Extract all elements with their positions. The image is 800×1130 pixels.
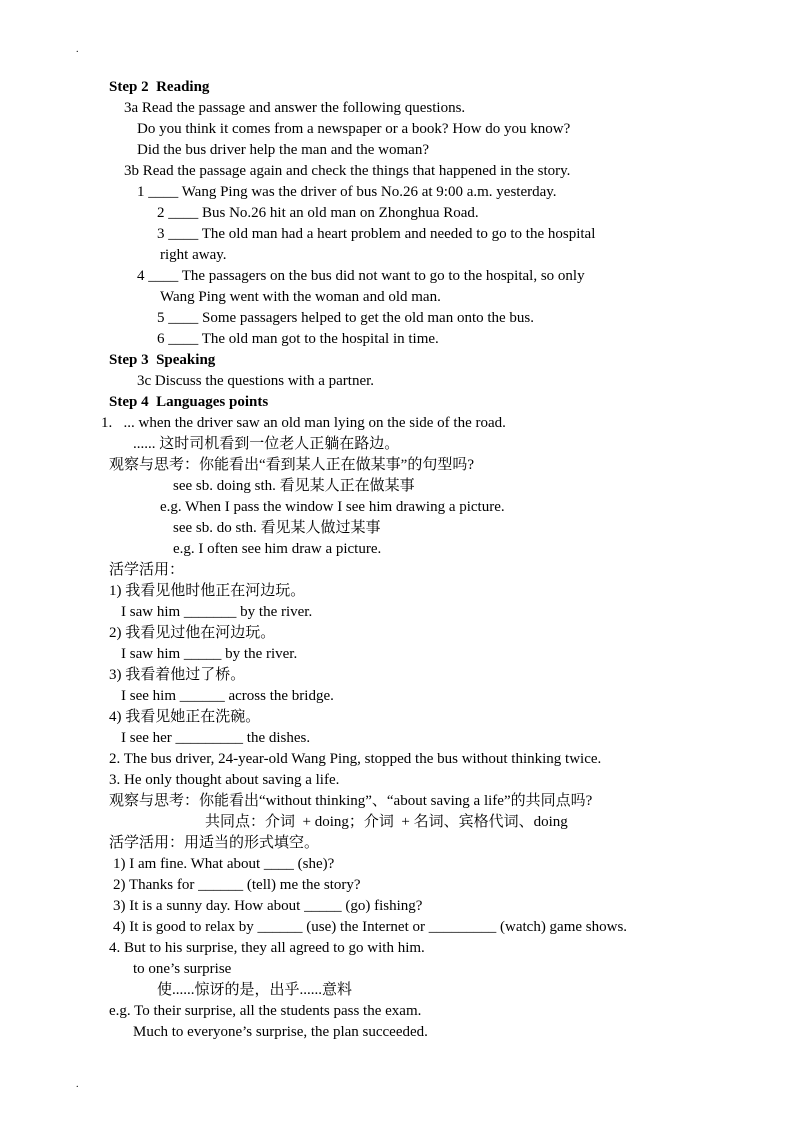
text-line: 观察与思考：你能看出“without thinking”、“about saving a life”的共同点吗? — [109, 793, 593, 809]
text-line: 3c Discuss the questions with a partner. — [137, 373, 375, 389]
exercise-blank: I saw him _______ by the river. — [121, 604, 313, 620]
text-line: 2. The bus driver, 24-year-old Wang Ping, stopped the bus without thinking twice. — [109, 751, 602, 767]
exercise-blank: 3) It is a sunny day. How about _____ (go) fishing? — [113, 898, 423, 914]
checklist-item: 4 ____ The passagers on the bus did not want to go to the hospital, so only — [137, 268, 585, 284]
checklist-item: 6 ____ The old man got to the hospital in time. — [157, 331, 439, 347]
exercise-blank: 1) I am fine. What about ____ (she)? — [113, 856, 335, 872]
text-line: 3. He only thought about saving a life. — [109, 772, 340, 788]
text-line: Much to everyone’s surprise, the plan succeeded. — [133, 1024, 428, 1040]
text-line: see sb. do sth. 看见某人做过某事 — [173, 520, 381, 536]
text-line: 3a Read the passage and answer the following questions. — [124, 100, 466, 116]
exercise-prompt: 2) 我看见过他在河边玩。 — [109, 625, 276, 641]
text-line: 观察与思考：你能看出“看到某人正在做某事”的句型吗? — [109, 457, 474, 473]
checklist-item: 3 ____ The old man had a heart problem and needed to go to the hospital — [157, 226, 596, 242]
exercise-prompt: 1) 我看见他时他正在河边玩。 — [109, 583, 306, 599]
text-line: to one’s surprise — [133, 961, 232, 977]
text-line: Do you think it comes from a newspaper or a book? How do you know? — [137, 121, 571, 137]
exercise-prompt: 4) 我看见她正在洗碗。 — [109, 709, 261, 725]
text-line: 共同点：介词 + doing；介词 + 名词、宾格代词、doing — [205, 814, 568, 830]
step-2-heading: Step 2 Reading — [109, 79, 210, 95]
text-line: 活学活用：用适当的形式填空。 — [109, 835, 320, 851]
text-line: ...... 这时司机看到一位老人正躺在路边。 — [133, 436, 400, 452]
text-line: 活学活用： — [109, 562, 185, 578]
text-line: e.g. I often see him draw a picture. — [173, 541, 382, 557]
text-line: e.g. To their surprise, all the students pass the exam. — [109, 1003, 422, 1019]
text-line: 1. ... when the driver saw an old man lying on the side of the road. — [101, 415, 506, 431]
text-line: Did the bus driver help the man and the woman? — [137, 142, 430, 158]
step-3-heading: Step 3 Speaking — [109, 352, 216, 368]
exercise-blank: I see her _________ the dishes. — [121, 730, 311, 746]
checklist-item: 5 ____ Some passagers helped to get the old man onto the bus. — [157, 310, 535, 326]
exercise-blank: I saw him _____ by the river. — [121, 646, 298, 662]
step-4-heading: Step 4 Languages points — [109, 394, 269, 410]
text-line: e.g. When I pass the window I see him drawing a picture. — [160, 499, 505, 515]
exercise-blank: I see him ______ across the bridge. — [121, 688, 334, 704]
text-line: 使......惊讶的是，出乎......意料 — [157, 982, 353, 998]
text-line: see sb. doing sth. 看见某人正在做某事 — [173, 478, 415, 494]
page-dot-top: . — [76, 44, 79, 55]
page-dot-bottom: . — [76, 1079, 79, 1090]
text-line: 3b Read the passage again and check the things that happened in the story. — [124, 163, 571, 179]
text-line: 4. But to his surprise, they all agreed to go with him. — [109, 940, 425, 956]
checklist-item: 2 ____ Bus No.26 hit an old man on Zhonghua Road. — [157, 205, 479, 221]
exercise-blank: 2) Thanks for ______ (tell) me the story? — [113, 877, 361, 893]
checklist-item: 1 ____ Wang Ping was the driver of bus No.26 at 9:00 a.m. yesterday. — [137, 184, 557, 200]
checklist-item-continued: Wang Ping went with the woman and old man. — [160, 289, 441, 305]
exercise-blank: 4) It is good to relax by ______ (use) the Internet or _________ (watch) game shows. — [113, 919, 628, 935]
checklist-item-continued: right away. — [160, 247, 227, 263]
exercise-prompt: 3) 我看着他过了桥。 — [109, 667, 246, 683]
